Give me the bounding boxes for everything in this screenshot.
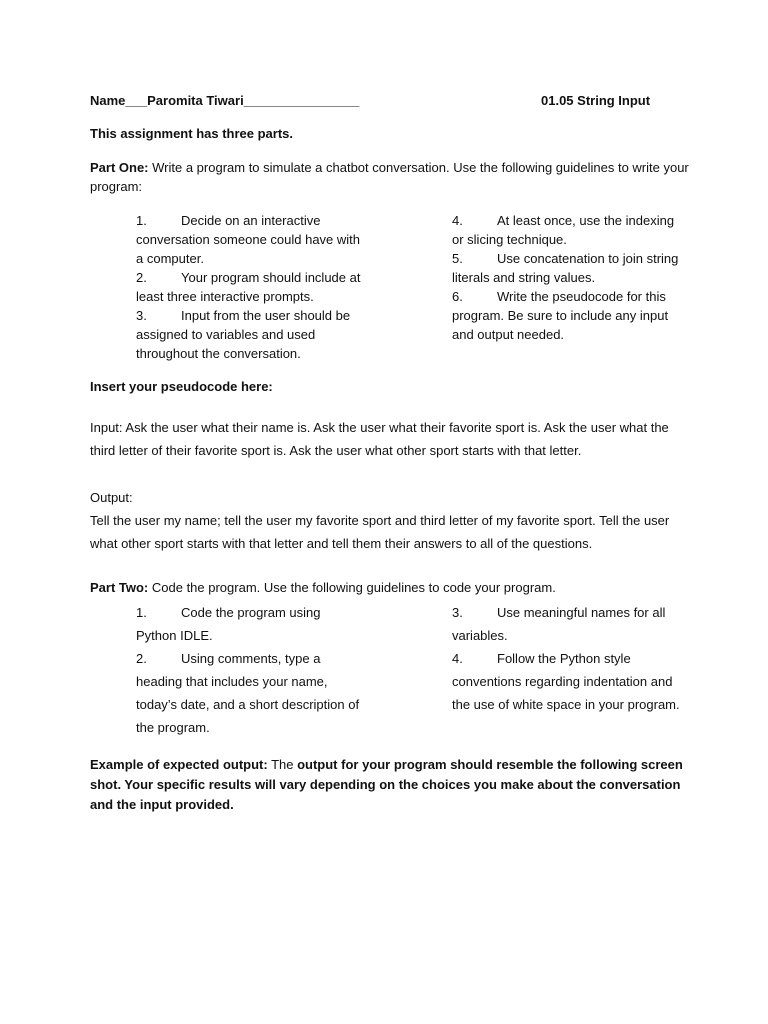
list-item: 2. Your program should include at least three interactive prompts. bbox=[136, 270, 361, 304]
name-line bbox=[90, 92, 359, 111]
part-one-text: Write a program to simulate a chatbot conversation. Use the following guidelines to write your program: bbox=[90, 160, 689, 194]
list-item: 4. Follow the Python style conventions regarding indentation and the use of white space in your program. bbox=[452, 651, 680, 712]
output-paragraph bbox=[90, 486, 690, 555]
part-one-right-list bbox=[452, 211, 682, 344]
course-title: 01.05 String Input bbox=[541, 93, 651, 108]
part-two-right-list bbox=[452, 601, 682, 716]
name-label: Name bbox=[90, 93, 126, 108]
list-item: 1. Decide on an interactive conversation someone could have with a computer. bbox=[136, 213, 361, 266]
example-mid: The bbox=[267, 757, 298, 772]
list-item: 5. Use concatenation to join string literals and string values. bbox=[452, 251, 679, 285]
name-value: ___Paromita Tiwari________________ bbox=[125, 93, 360, 108]
list-item: 6. Write the pseudocode for this program. Be sure to include any input and output needed. bbox=[452, 289, 669, 342]
part-one-left-list bbox=[136, 211, 361, 363]
input-paragraph: Input: Ask the user what their name is. Ask the user what their favorite sport is. Ask the user what the third letter of their favorite sport is. Ask the user what other sport starts with that letter. bbox=[90, 420, 669, 458]
intro-text: This assignment has three parts. bbox=[90, 126, 294, 141]
output-text: Tell the user my name; tell the user my favorite sport and third letter of my favorite sport. Tell the user what other sport starts with that letter and tell them their answers to all of the questions. bbox=[90, 513, 670, 551]
list-item: 3. Use meaningful names for all variables. bbox=[452, 605, 666, 643]
example-text: output for your program should resemble the following screen shot. Your specific results will vary depending on the choices you make about the conversation and the input provided. bbox=[90, 757, 683, 812]
list-item: 2. Using comments, type a heading that includes your name, today’s date, and a short description of the program. bbox=[136, 651, 360, 735]
part-one-label: Part One: bbox=[90, 160, 149, 175]
part-two-text: Code the program. Use the following guidelines to code your program. bbox=[148, 580, 556, 595]
list-item: 3. Input from the user should be assigned to variables and used throughout the conversation. bbox=[136, 308, 351, 361]
part-two-label: Part Two: bbox=[90, 580, 149, 595]
output-label: Output: bbox=[90, 490, 133, 505]
pseudocode-heading: Insert your pseudocode here: bbox=[90, 379, 273, 394]
example-label: Example of expected output: bbox=[90, 757, 268, 772]
list-item: 1. Code the program using Python IDLE. bbox=[136, 605, 321, 643]
list-item: 4. At least once, use the indexing or slicing technique. bbox=[452, 213, 675, 247]
example-paragraph bbox=[90, 755, 690, 815]
part-two-left-list bbox=[136, 601, 361, 739]
part-one-paragraph bbox=[90, 159, 690, 197]
part-two-paragraph bbox=[90, 579, 690, 598]
